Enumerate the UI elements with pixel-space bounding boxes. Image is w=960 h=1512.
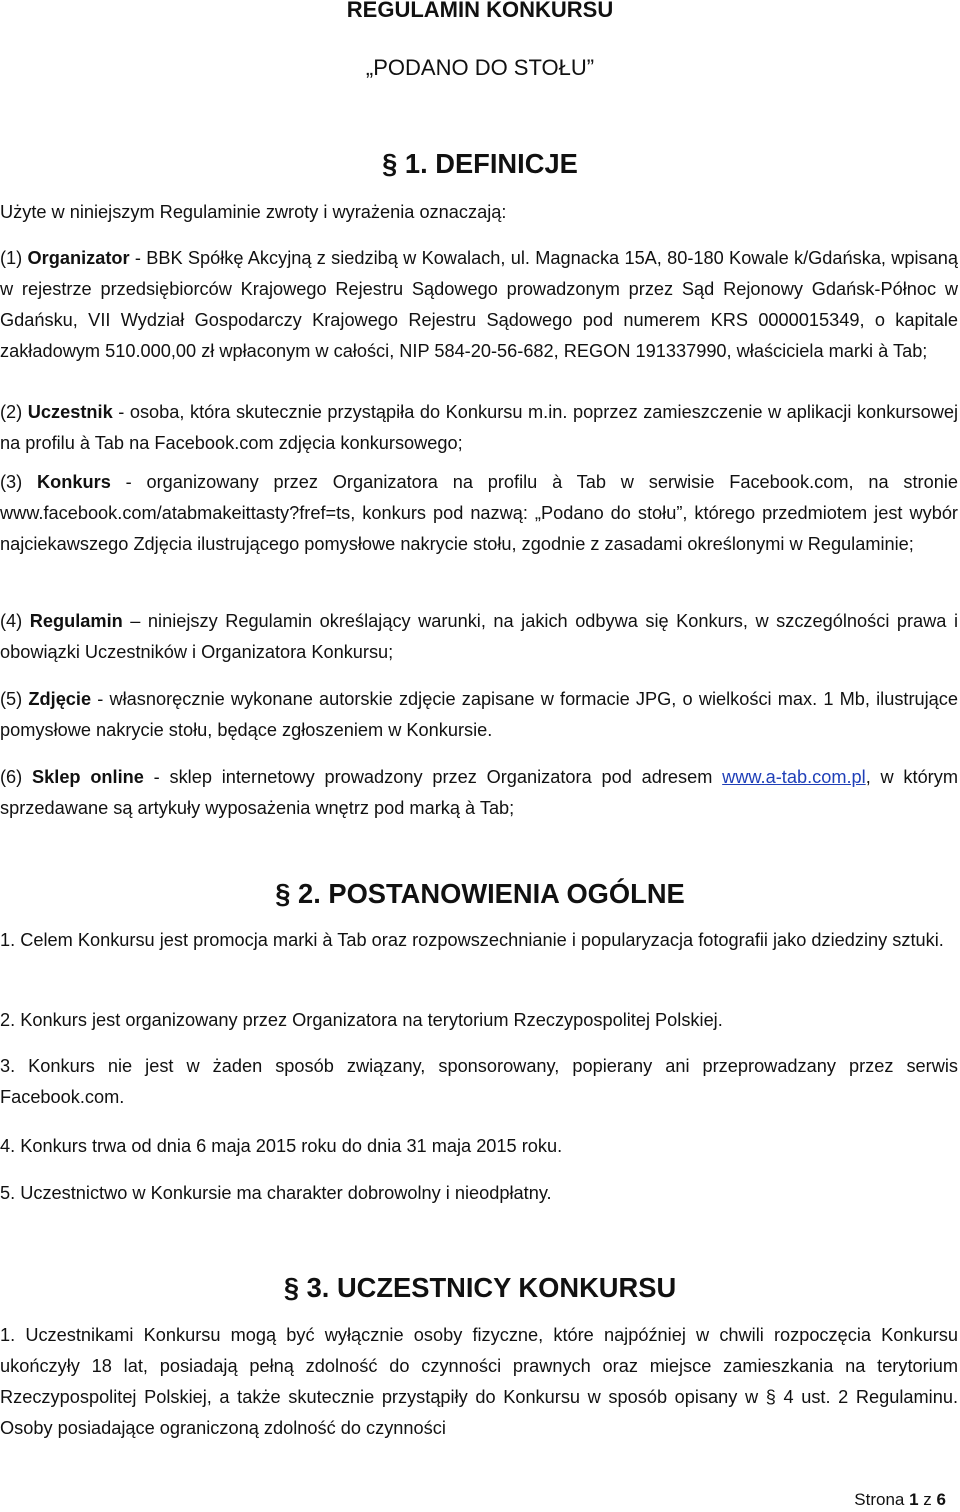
definition-konkurs [0,467,958,560]
definition-organizator [0,243,958,367]
definition-number: (2) [0,402,23,422]
contest-name: „PODANO DO STOŁU” [365,55,595,80]
provision-item: 5. Uczestnictwo w Konkursie ma charakter dobrowolny i nieodpłatny. [0,1183,552,1203]
definition-number: (1) [0,248,23,268]
definition-text: - BBK Spółkę Akcyjną z siedzibą w Kowalach, ul. Magnacka 15A, 80-180 Kowale k/Gdańska, wpisaną w rejestrze przedsiębiorców Krajowego Rejestru Sądowego prowadzonym przez Sąd Rejonowy Gdańsk-Północ w Gdańsku, VII Wydział Gospodarczy Krajowego Rejestru Sądowego pod numerem KRS 0000015349, o kapitale zakładowym 510.000,00 zł wpłaconym w całości, NIP 584-20-56-682, REGON 191337990, właściciela marki à Tab; [0,248,958,361]
definition-text: - organizowany przez Organizatora na profilu à Tab w serwisie Facebook.com, na stronie www.facebook.com/atabmakeittasty?fref=ts, konkurs pod nazwą: „Podano do stołu”, którego przedmiotem jest wybór najciekawszego Zdjęcia ilustrującego pomysłowe nakrycie stołu, zgodnie z zasadami określonymi w Regulaminie; [0,472,958,554]
definition-zdjecie [0,684,958,746]
definition-sklep-online [0,762,958,824]
definition-term: Konkurs [37,472,111,492]
page-separator: z [923,1490,932,1509]
definition-term: Zdjęcie [28,689,92,709]
page-label: Strona [854,1490,905,1509]
definition-text: - własnoręcznie wykonane autorskie zdjęcie zapisane w formacie JPG, o wielkości max. 1 Mb, ilustrujące pomysłowe nakrycie stołu, będące zgłoszeniem w Konkursie. [0,689,958,740]
participants-item: 1. Uczestnikami Konkursu mogą być wyłącznie osoby fizyczne, które najpóźniej w chwili rozpoczęcia Konkursu ukończyły 18 lat, posiadają pełną zdolność do czynności prawnych oraz miejsce zamieszkania na terytorium Rzeczypospolitej Polskiej, a także skutecznie przystąpiły do Konkursu w sposób opisany w § 4 ust. 2 Regulaminu. Osoby posiadające ograniczoną zdolność do czynności [0,1325,958,1438]
provision-item: 1. Celem Konkursu jest promocja marki à Tab oraz rozpowszechnianie i popularyzacja fotografii jako dziedziny sztuki. [0,930,944,950]
definition-term: Uczestnik [27,402,113,422]
definition-number: (5) [0,689,23,709]
definition-term: Organizator [27,248,130,268]
total-pages: 6 [936,1490,946,1509]
definition-number: (6) [0,767,23,787]
definition-uczestnik [0,397,958,459]
definition-number: (3) [0,472,23,492]
page-number [854,1488,946,1512]
definition-text-after: , w którym sprzedawane są artykuły wyposażenia wnętrz pod marką à Tab; [0,767,958,818]
definition-text: – niniejszy Regulamin określający warunki, na jakich odbywa się Konkurs, w szczególności prawa i obowiązki Uczestników i Organizatora Konkursu; [0,611,958,662]
document-title: REGULAMIN KONKURSU [346,0,614,22]
current-page: 1 [909,1490,919,1509]
provision-item: 3. Konkurs nie jest w żaden sposób związany, sponsorowany, popierany ani przeprowadzany przez serwis Facebook.com. [0,1056,958,1107]
shop-link[interactable]: www.a-tab.com.pl [722,767,866,787]
section-heading-participants: § 3. UCZESTNICY KONKURSU [283,1272,677,1303]
definition-term: Sklep online [32,767,144,787]
provision-item: 2. Konkurs jest organizowany przez Organizatora na terytorium Rzeczypospolitej Polskiej. [0,1010,723,1030]
section-heading-general-provisions: § 2. POSTANOWIENIA OGÓLNE [275,878,685,909]
definition-number: (4) [0,611,23,631]
definitions-intro: Użyte w niniejszym Regulaminie zwroty i wyrażenia oznaczają: [0,202,507,222]
definition-text: - osoba, która skutecznie przystąpiła do Konkursu m.in. poprzez zamieszczenie w aplikacji konkursowej na profilu à Tab na Facebook.com zdjęcia konkursowego; [0,402,958,453]
section-heading-definitions: § 1. DEFINICJE [382,148,578,179]
definition-term: Regulamin [29,611,123,631]
definition-text: - sklep internetowy prowadzony przez Organizatora pod adresem [143,767,723,787]
definition-regulamin [0,606,958,668]
provision-item: 4. Konkurs trwa od dnia 6 maja 2015 roku do dnia 31 maja 2015 roku. [0,1136,563,1156]
